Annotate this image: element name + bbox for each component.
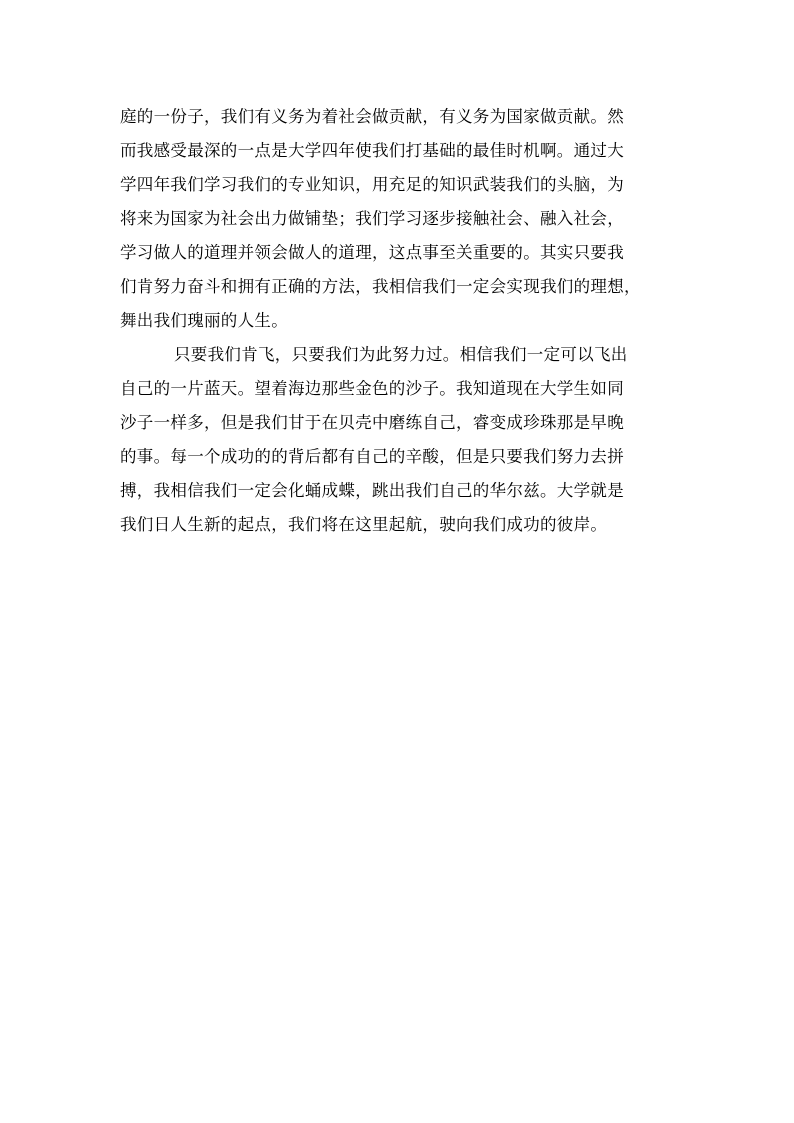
paragraph-line: 只要我们肯飞，只要我们为此努力过。相信我们一定可以飞出: [174, 345, 628, 364]
paragraph-line: 沙子一样多，但是我们甘于在贝壳中磨练自己，睿变成珍珠那是早晚: [120, 413, 624, 432]
paragraph-1: [120, 100, 680, 338]
paragraph-line: 搏，我相信我们一定会化蛹成蝶，跳出我们自己的华尔兹。大学就是: [120, 481, 624, 500]
paragraph-line: 的事。每一个成功的的背后都有自己的辛酸，但是只要我们努力去拼: [120, 447, 624, 466]
paragraph-line: 自己的一片蓝天。望着海边那些金色的沙子。我知道现在大学生如同: [120, 379, 624, 398]
paragraph-2: [120, 338, 680, 542]
paragraph-line: 而我感受最深的一点是大学四年使我们打基础的最佳时机啊。通过大: [120, 141, 624, 160]
paragraph-line: 学习做人的道理并领会做人的道理，这点事至关重要的。其实只要我: [120, 243, 624, 262]
document-body: [120, 100, 680, 542]
paragraph-line: 们肯努力奋斗和拥有正确的方法，我相信我们一定会实现我们的理想，: [120, 277, 641, 296]
paragraph-line: 我们日人生新的起点，我们将在这里起航，驶向我们成功的彼岸。: [120, 515, 608, 534]
paragraph-line: 庭的一份子，我们有义务为着社会做贡献，有义务为国家做贡献。然: [120, 107, 624, 126]
paragraph-line: 学四年我们学习我们的专业知识，用充足的知识武装我们的头脑，为: [120, 175, 624, 194]
paragraph-line: 舞出我们瑰丽的人生。: [120, 311, 288, 330]
paragraph-line: 将来为国家为社会出力做铺垫；我们学习逐步接触社会、融入社会，: [120, 209, 624, 228]
